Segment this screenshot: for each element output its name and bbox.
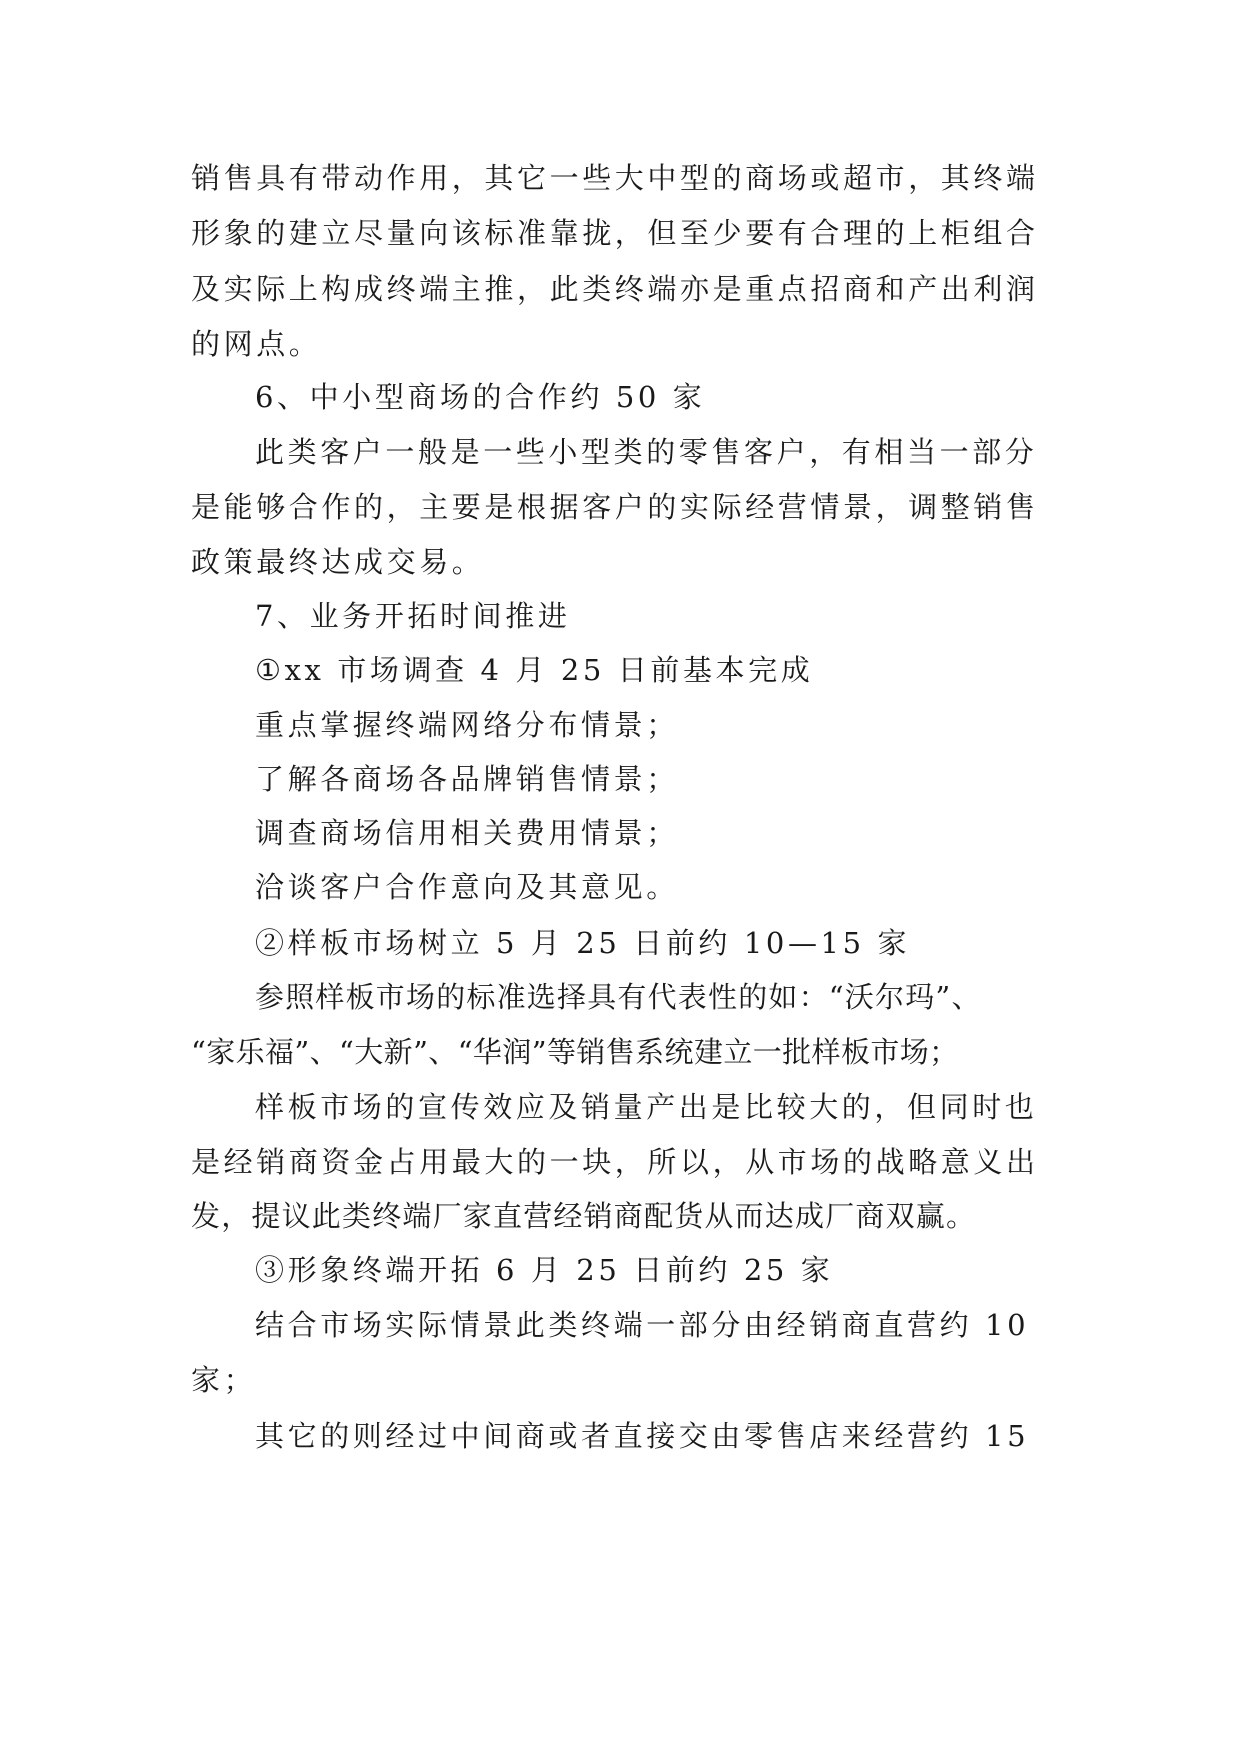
list-item: 重点掌握终端网络分布情景； bbox=[255, 708, 679, 742]
paragraph-line: 其它的则经过中间商或者直接交由零售店来经营约 15 bbox=[255, 1419, 1030, 1453]
paragraph-line: 形象的建立尽量向该标准靠拢，但至少要有合理的上柜组合 bbox=[191, 216, 1039, 250]
sub-heading: ①xx 市场调查 4 月 25 日前基本完成 bbox=[255, 653, 814, 687]
paragraph-line: 家； bbox=[191, 1363, 257, 1397]
paragraph-line: 销售具有带动作用，其它一些大中型的商场或超市，其终端 bbox=[191, 161, 1039, 195]
section-heading: 7、业务开拓时间推进 bbox=[255, 599, 571, 633]
paragraph-line: 是能够合作的，主要是根据客户的实际经营情景，调整销售 bbox=[191, 490, 1039, 524]
paragraph-line: 的网点。 bbox=[191, 327, 322, 361]
section-heading: 6、中小型商场的合作约 50 家 bbox=[255, 380, 706, 414]
paragraph-line: 政策最终达成交易。 bbox=[191, 545, 485, 579]
sub-heading: ②样板市场树立 5 月 25 日前约 10—15 家 bbox=[255, 926, 911, 960]
sub-heading: ③形象终端开拓 6 月 25 日前约 25 家 bbox=[255, 1253, 834, 1287]
paragraph-line: 发，提议此类终端厂家直营经销商配货从而达成厂商双赢。 bbox=[191, 1199, 977, 1233]
list-item: 调查商场信用相关费用情景； bbox=[255, 816, 679, 850]
paragraph-line: “家乐福”、“大新”、“华润”等销售系统建立一批样板市场； bbox=[191, 1035, 959, 1069]
paragraph-line: 参照样板市场的标准选择具有代表性的如：“沃尔玛”、 bbox=[255, 980, 982, 1014]
paragraph-line: 是经销商资金占用最大的一块，所以，从市场的战略意义出 bbox=[191, 1145, 1039, 1179]
paragraph-line: 此类客户一般是一些小型类的零售客户，有相当一部分 bbox=[255, 435, 1038, 469]
list-item: 了解各商场各品牌销售情景； bbox=[255, 762, 679, 796]
paragraph-line: 及实际上构成终端主推，此类终端亦是重点招商和产出利润 bbox=[191, 272, 1039, 306]
paragraph-line: 样板市场的宣传效应及销量产出是比较大的，但同时也 bbox=[255, 1090, 1038, 1124]
paragraph-line: 结合市场实际情景此类终端一部分由经销商直营约 10 bbox=[255, 1308, 1030, 1342]
list-item: 洽谈客户合作意向及其意见。 bbox=[255, 870, 679, 904]
